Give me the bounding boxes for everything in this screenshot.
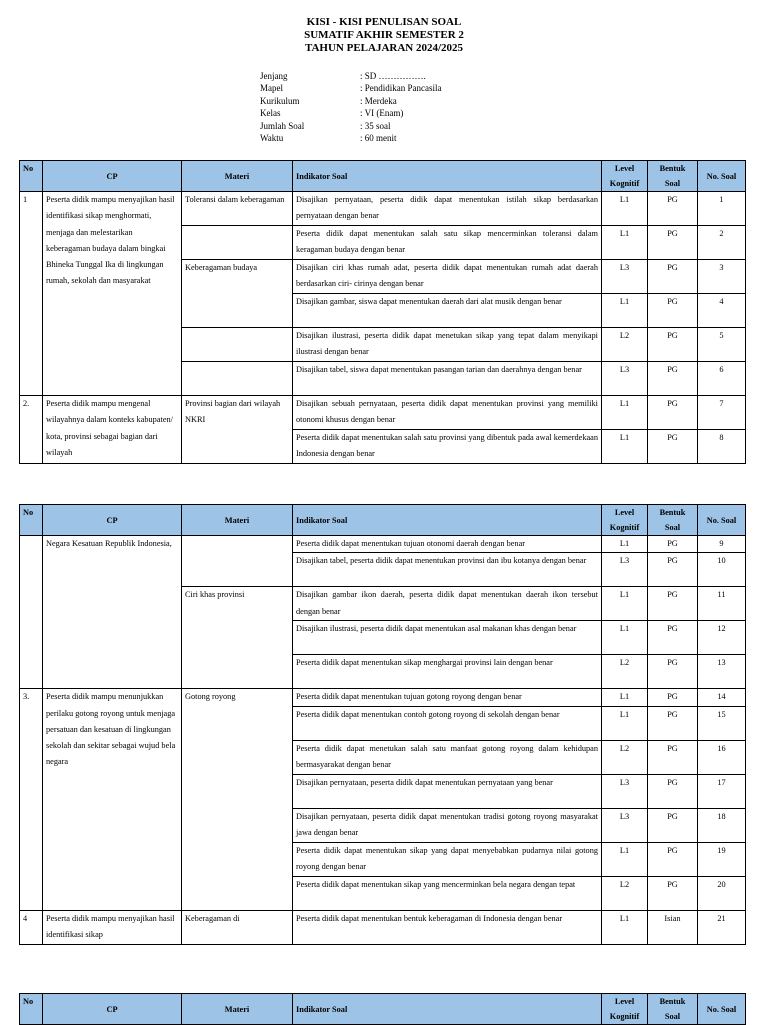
row-number <box>20 536 43 689</box>
bentuk-cell: PG <box>648 192 698 226</box>
header-materi: Materi <box>182 161 293 192</box>
indikator-cell: Disajikan ciri khas rumah adat, peserta didik dapat menentukan rumah adat daerah berdasarkan ciri- cirinya dengan benar <box>293 260 602 294</box>
header-no: No <box>20 994 43 1025</box>
header-level <box>602 994 648 1025</box>
bentuk-cell: PG <box>648 740 698 774</box>
header-bentuk-line2: Soal <box>664 523 681 532</box>
meta-row-kelas <box>260 107 441 119</box>
nosoal-cell: 16 <box>698 740 746 774</box>
header-bentuk-line2: Soal <box>664 179 681 188</box>
nosoal-cell: 18 <box>698 808 746 842</box>
nosoal-cell: 15 <box>698 706 746 740</box>
meta-row-waktu <box>260 132 441 144</box>
row-number: 4 <box>20 910 43 944</box>
indikator-cell: Peserta didik dapat menentukan sikap yang dapat menyebabkan pudarnya nilai gotong royong dengan benar <box>293 842 602 876</box>
table-row <box>20 192 746 226</box>
header-level-line1: Level <box>614 997 635 1006</box>
bentuk-cell: PG <box>648 396 698 430</box>
header-nosoal: No. Soal <box>698 505 746 536</box>
indikator-cell: Peserta didik dapat menetukan salah satu manfaat gotong royong dalam kehidupan bermasyarakat dengan benar <box>293 740 602 774</box>
level-cell: L1 <box>602 842 648 876</box>
bentuk-cell: PG <box>648 362 698 396</box>
bentuk-cell: PG <box>648 553 698 587</box>
level-cell: L3 <box>602 362 648 396</box>
header-bentuk-line1: Bentuk <box>659 508 686 517</box>
cp-cell: Peserta didik mampu menunjukkan perilaku gotong royong untuk menjaga persatuan dan kesatuan di lingkungan sekolah dan sekitar sebagai wujud bela negara <box>43 689 182 910</box>
materi-cell: Toleransi dalam keberagaman <box>182 192 293 226</box>
header-cp: CP <box>43 994 182 1025</box>
meta-value: : Merdeka <box>360 95 397 106</box>
indikator-cell: Disajikan tabel, siswa dapat menentukan pasangan tarian dan daerahnya dengan benar <box>293 362 602 396</box>
nosoal-cell: 9 <box>698 536 746 553</box>
indikator-cell: Disajikan pernyataan, peserta didik dapat menentukan pernyataan yang benar <box>293 774 602 808</box>
bentuk-cell: PG <box>648 808 698 842</box>
cp-cell: Negara Kesatuan Republik Indonesia, <box>43 536 182 689</box>
document-meta <box>260 70 441 144</box>
header-nosoal: No. Soal <box>698 994 746 1025</box>
meta-value: : Pendidikan Pancasila <box>360 83 442 94</box>
nosoal-cell: 7 <box>698 396 746 430</box>
materi-cell: Ciri khas provinsi <box>182 587 293 689</box>
meta-value: : SD ……………. <box>360 71 426 81</box>
nosoal-cell: 19 <box>698 842 746 876</box>
level-cell: L1 <box>602 706 648 740</box>
materi-cell-empty <box>182 328 293 362</box>
nosoal-cell: 1 <box>698 192 746 226</box>
header-level <box>602 161 648 192</box>
nosoal-cell: 13 <box>698 655 746 689</box>
nosoal-cell: 17 <box>698 774 746 808</box>
indikator-cell: Disajikan pernyataan, peserta didik dapat menentukan istilah sikap berdasarkan pernyataan dengan benar <box>293 192 602 226</box>
indikator-cell: Disajikan pernyataan, peserta didik dapat menentukan tradisi gotong royong masyarakat jawa dengan benar <box>293 808 602 842</box>
kisi-table-3 <box>19 993 746 1025</box>
header-indikator: Indikator Soal <box>293 161 602 192</box>
meta-value: : VI (Enam) <box>360 108 404 119</box>
bentuk-cell: PG <box>648 689 698 706</box>
indikator-cell: Disajikan ilustrasi, peserta didik dapat menentukan asal makanan khas dengan benar <box>293 621 602 655</box>
materi-cell: Provinsi bagian dari wilayah NKRI <box>182 396 293 464</box>
indikator-cell: Disajikan sebuah pernyataan, peserta didik dapat menentukan provinsi yang memiliki otonomi khusus dengan benar <box>293 396 602 430</box>
nosoal-cell: 14 <box>698 689 746 706</box>
meta-label: Mapel <box>260 83 283 94</box>
bentuk-cell: PG <box>648 876 698 910</box>
meta-value: : 60 menit <box>360 133 397 144</box>
meta-value: : 35 soal <box>360 120 391 131</box>
bentuk-cell: PG <box>648 226 698 260</box>
level-cell: L1 <box>602 294 648 328</box>
table-row <box>20 536 746 553</box>
indikator-cell: Disajikan gambar, siswa dapat menentukan daerah dari alat musik dengan benar <box>293 294 602 328</box>
kisi-table-2 <box>19 504 746 945</box>
level-cell: L2 <box>602 655 648 689</box>
table-row <box>20 396 746 430</box>
indikator-cell: Peserta didik dapat menentukan salah satu provinsi yang dibentuk pada awal kemerdekaan Indonesia dengan benar <box>293 430 602 464</box>
level-cell: L3 <box>602 774 648 808</box>
level-cell: L1 <box>602 430 648 464</box>
table-header-row <box>20 505 746 536</box>
materi-cell: Keberagaman di <box>182 910 293 944</box>
header-level <box>602 505 648 536</box>
bentuk-cell: PG <box>648 655 698 689</box>
meta-row-jumlah-soal <box>260 120 441 132</box>
nosoal-cell: 5 <box>698 328 746 362</box>
header-level-line1: Level <box>614 508 635 517</box>
nosoal-cell: 20 <box>698 876 746 910</box>
header-nosoal: No. Soal <box>698 161 746 192</box>
meta-row-kurikulum <box>260 95 441 107</box>
nosoal-cell: 4 <box>698 294 746 328</box>
kisi-table-1 <box>19 160 746 464</box>
meta-label: Kurikulum <box>260 95 300 106</box>
level-cell: L2 <box>602 328 648 362</box>
bentuk-cell: PG <box>648 706 698 740</box>
header-no: No <box>20 161 43 192</box>
materi-cell-empty <box>182 226 293 260</box>
nosoal-cell: 11 <box>698 587 746 621</box>
document-title <box>0 16 768 55</box>
nosoal-cell: 2 <box>698 226 746 260</box>
level-cell: L1 <box>602 536 648 553</box>
header-level-line2: Kognitif <box>609 1012 640 1021</box>
level-cell: L1 <box>602 689 648 706</box>
level-cell: L1 <box>602 910 648 944</box>
nosoal-cell: 6 <box>698 362 746 396</box>
bentuk-cell: PG <box>648 774 698 808</box>
header-no: No <box>20 505 43 536</box>
header-level-line1: Level <box>614 164 635 173</box>
meta-row-mapel <box>260 82 441 94</box>
indikator-cell: Peserta didik dapat menentukan bentuk keberagaman di Indonesia dengan benar <box>293 910 602 944</box>
materi-cell: Keberagaman budaya <box>182 260 293 328</box>
materi-cell-empty <box>182 362 293 396</box>
nosoal-cell: 12 <box>698 621 746 655</box>
nosoal-cell: 10 <box>698 553 746 587</box>
table-row <box>20 689 746 706</box>
level-cell: L3 <box>602 260 648 294</box>
indikator-cell: Peserta didik dapat menentukan salah satu sikap mencerminkan toleransi dalam keragaman budaya dengan benar <box>293 226 602 260</box>
level-cell: L1 <box>602 396 648 430</box>
title-line-1: KISI - KISI PENULISAN SOAL <box>306 16 462 28</box>
meta-label: Jumlah Soal <box>260 120 305 131</box>
bentuk-cell: PG <box>648 430 698 464</box>
header-materi: Materi <box>182 505 293 536</box>
indikator-cell: Disajikan tabel, peserta didik dapat menentukan provinsi dan ibu kotanya dengan benar <box>293 553 602 587</box>
level-cell: L1 <box>602 587 648 621</box>
nosoal-cell: 3 <box>698 260 746 294</box>
meta-row-jenjang <box>260 70 441 82</box>
bentuk-cell: PG <box>648 536 698 553</box>
level-cell: L1 <box>602 621 648 655</box>
header-cp: CP <box>43 505 182 536</box>
header-bentuk-line2: Soal <box>664 1012 681 1021</box>
indikator-cell: Peserta didik dapat menentukan tujuan otonomi daerah dengan benar <box>293 536 602 553</box>
header-indikator: Indikator Soal <box>293 994 602 1025</box>
header-bentuk-line1: Bentuk <box>659 997 686 1006</box>
header-level-line2: Kognitif <box>609 179 640 188</box>
bentuk-cell: Isian <box>648 910 698 944</box>
cp-cell: Peserta didik mampu menyajikan hasil identifikasi sikap menghormati, menjaga dan melestarikan keberagaman budaya dalam bingkai Bhineka Tunggal Ika di lingkungan rumah, sekolah dan masyarakat <box>43 192 182 396</box>
bentuk-cell: PG <box>648 587 698 621</box>
materi-cell: Gotong royong <box>182 689 293 910</box>
level-cell: L1 <box>602 226 648 260</box>
bentuk-cell: PG <box>648 621 698 655</box>
indikator-cell: Peserta didik dapat menentukan contoh gotong royong di sekolah dengan benar <box>293 706 602 740</box>
header-bentuk-line1: Bentuk <box>659 164 686 173</box>
header-bentuk <box>648 505 698 536</box>
header-bentuk <box>648 161 698 192</box>
level-cell: L3 <box>602 553 648 587</box>
indikator-cell: Peserta didik dapat menentukan sikap yang mencerminkan bela negara dengan tepat <box>293 876 602 910</box>
header-level-line2: Kognitif <box>609 523 640 532</box>
table-row <box>20 910 746 944</box>
row-number: 1 <box>20 192 43 396</box>
header-cp: CP <box>43 161 182 192</box>
table-header-row <box>20 161 746 192</box>
meta-label: Jenjang <box>260 71 288 81</box>
row-number: 3. <box>20 689 43 910</box>
row-number: 2. <box>20 396 43 464</box>
indikator-cell: Disajikan ilustrasi, peserta didik dapat menetukan sikap yang tepat dalam menyikapi ilustrasi dengan benar <box>293 328 602 362</box>
materi-cell-empty <box>182 536 293 587</box>
bentuk-cell: PG <box>648 260 698 294</box>
meta-label: Kelas <box>260 108 281 119</box>
indikator-cell: Disajikan gambar ikon daerah, peserta didik dapat menentukan daerah ikon tersebut dengan benar <box>293 587 602 621</box>
level-cell: L2 <box>602 876 648 910</box>
title-line-3: TAHUN PELAJARAN 2024/2025 <box>304 42 464 54</box>
indikator-cell: Peserta didik dapat menentukan tujuan gotong royong dengan benar <box>293 689 602 706</box>
cp-cell: Peserta didik mampu mengenal wilayahnya dalam konteks kabupaten/ kota, provinsi sebagai bagian dari wilayah <box>43 396 182 464</box>
header-materi: Materi <box>182 994 293 1025</box>
bentuk-cell: PG <box>648 842 698 876</box>
bentuk-cell: PG <box>648 294 698 328</box>
nosoal-cell: 21 <box>698 910 746 944</box>
bentuk-cell: PG <box>648 328 698 362</box>
table-header-row <box>20 994 746 1025</box>
level-cell: L2 <box>602 740 648 774</box>
indikator-cell: Peserta didik dapat menentukan sikap menghargai provinsi lain dengan benar <box>293 655 602 689</box>
level-cell: L1 <box>602 192 648 226</box>
meta-label: Waktu <box>260 133 284 144</box>
header-bentuk <box>648 994 698 1025</box>
nosoal-cell: 8 <box>698 430 746 464</box>
cp-cell: Peserta didik mampu menyajikan hasil identifikasi sikap <box>43 910 182 944</box>
title-line-2: SUMATIF AKHIR SEMESTER 2 <box>304 29 464 41</box>
header-indikator: Indikator Soal <box>293 505 602 536</box>
level-cell: L3 <box>602 808 648 842</box>
